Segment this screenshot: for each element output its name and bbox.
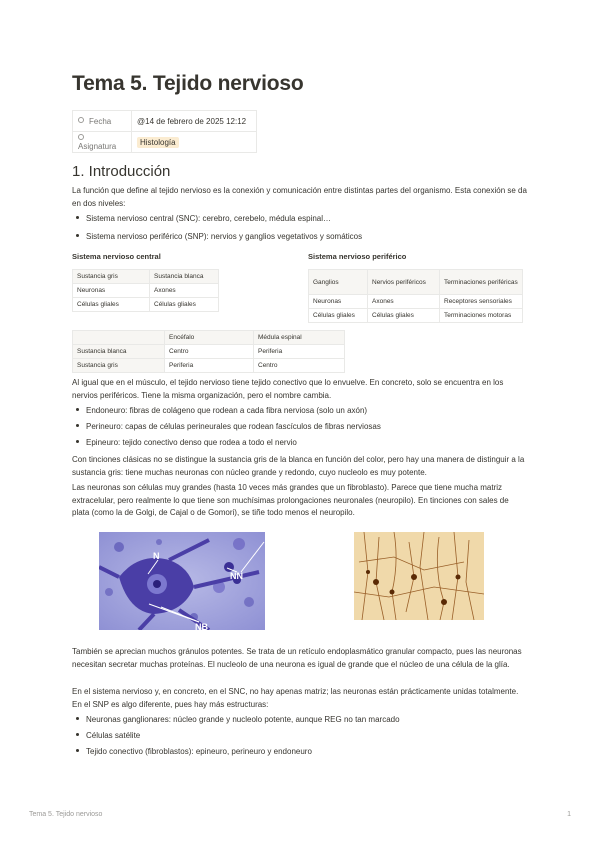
table-cell: Células gliales xyxy=(150,298,219,312)
list-item: Sistema nervioso central (SNC): cerebro, cerebelo, médula espinal… xyxy=(76,213,331,225)
bullet-icon xyxy=(76,408,79,411)
table-cell: Receptores sensoriales xyxy=(440,295,523,309)
intro-paragraph: La función que define al tejido nervioso es la conexión y comunicación entre distintas partes del organismo. Esta conexión se da en dos niveles: xyxy=(72,186,527,208)
table-header-cell: Sustancia blanca xyxy=(150,270,219,284)
table-cell: Centro xyxy=(165,345,254,359)
neuron-micrograph xyxy=(99,532,265,630)
connective-paragraph: Al igual que en el músculo, el tejido nervioso tiene tejido conectivo que lo envuelve. En concreto, solo se encuentra en los nervios periféricos. Tiene la misma organización, pero el nombre cambia. xyxy=(72,378,504,400)
stain-paragraph: Con tinciones clásicas no se distingue la sustancia gris de la blanca en función del color, pero hay una manera de distinguir a la sustancia gris: tiene muchas neuronas con núcleo grande y redondo, cuyo nucleolo es muy potente. xyxy=(72,455,525,477)
property-value: @14 de febrero de 2025 12:12 xyxy=(132,111,257,132)
properties-table xyxy=(72,110,257,153)
bullet-icon xyxy=(76,216,79,219)
table-row xyxy=(309,309,523,323)
table-cell: Periferia xyxy=(165,359,254,373)
list-item: Perineuro: capas de células perineurales que rodean fascículos de fibras nerviosas xyxy=(76,421,381,433)
table-cell: Neuronas xyxy=(309,295,368,309)
list-item: Neuronas ganglionares: núcleo grande y nucleolo potente, aunque REG no tan marcado xyxy=(76,714,400,726)
golgi-micrograph-svg xyxy=(354,532,484,620)
property-key xyxy=(73,132,132,153)
table-cell: Células gliales xyxy=(73,298,150,312)
table-header-cell: Nervios periféricos xyxy=(368,270,440,295)
label-nb: NB xyxy=(195,622,208,630)
property-key-label: Asignatura xyxy=(78,142,117,151)
bullet-icon xyxy=(76,717,79,720)
table-cell: Terminaciones motoras xyxy=(440,309,523,323)
table-cell: Células gliales xyxy=(368,309,440,323)
table-header-cell: Médula espinal xyxy=(254,331,345,345)
table-row xyxy=(73,298,219,312)
bullet-icon xyxy=(76,440,79,443)
granules-paragraph: También se aprecian muchos gránulos potentes. Se trata de un retículo endoplasmático granular compacto, pues las neuronas necesitan secretar muchas proteínas. El nucleolo de una neurona es igual de grande que el núcleo de una célula de la glía. xyxy=(72,647,522,669)
table-row xyxy=(73,359,345,373)
clock-icon xyxy=(78,117,84,123)
table-header-row xyxy=(73,270,219,284)
page-number: 1 xyxy=(567,811,571,818)
brain-table xyxy=(72,330,345,373)
table-header-cell: Terminaciones periféricas xyxy=(440,270,523,295)
table-row xyxy=(309,295,523,309)
table-header-cell: Encéfalo xyxy=(165,331,254,345)
table-cell: Axones xyxy=(150,284,219,298)
snc-table-label: Sistema nervioso central xyxy=(72,252,161,261)
property-row-subject xyxy=(73,132,257,153)
table-row xyxy=(73,345,345,359)
snc-paragraph: En el sistema nervioso y, en concreto, en el SNC, no hay apenas matriz; las neuronas están prácticamente unidas totalmente. En el SNP es algo diferente, pues hay más estructuras: xyxy=(72,687,519,709)
table-header-cell: Sustancia gris xyxy=(73,270,150,284)
table-cell: Periferia xyxy=(254,345,345,359)
label-nn: NN xyxy=(230,571,243,581)
table-header-cell xyxy=(73,331,165,345)
bullet-icon xyxy=(76,234,79,237)
snp-table-label: Sistema nervioso periférico xyxy=(308,252,407,261)
list-item: Endoneuro: fibras de colágeno que rodean a cada fibra nerviosa (solo un axón) xyxy=(76,405,367,417)
table-cell: Axones xyxy=(368,295,440,309)
snc-table xyxy=(72,269,219,312)
list-item: Células satélite xyxy=(76,730,140,742)
footer-title: Tema 5. Tejido nervioso xyxy=(29,811,103,818)
page-title: Tema 5. Tejido nervioso xyxy=(72,72,304,95)
select-icon xyxy=(78,134,84,140)
bullet-icon xyxy=(76,424,79,427)
table-header-cell: Ganglios xyxy=(309,270,368,295)
table-row xyxy=(73,284,219,298)
table-header-row xyxy=(73,331,345,345)
label-n: N xyxy=(153,551,160,561)
subject-tag[interactable]: Histología xyxy=(137,137,179,148)
property-value xyxy=(132,132,257,153)
property-key-label: Fecha xyxy=(89,116,112,126)
property-row-date xyxy=(73,111,257,132)
table-header-row xyxy=(309,270,523,295)
neuron-micrograph-svg xyxy=(99,532,265,630)
list-item: Sistema nervioso periférico (SNP): nervios y ganglios vegetativos y somáticos xyxy=(76,231,362,243)
table-row-header: Sustancia gris xyxy=(73,359,165,373)
bullet-icon xyxy=(76,733,79,736)
snp-table xyxy=(308,269,523,323)
table-cell: Células gliales xyxy=(309,309,368,323)
table-cell: Neuronas xyxy=(73,284,150,298)
neuron-paragraph: Las neuronas son células muy grandes (hasta 10 veces más grandes que un fibroblasto). Parece que tiene mucha matriz extracelular, pero realmente lo que tiene son muchísimas prolongaciones neuronales (neuropilo). En tinciones con sales de plata (como la de Golgi, de Cajal o de Gomori), se tiñe todo menos el neuropilo. xyxy=(72,483,509,517)
table-row-header: Sustancia blanca xyxy=(73,345,165,359)
golgi-micrograph xyxy=(354,532,484,620)
list-item: Epineuro: tejido conectivo denso que rodea a todo el nervio xyxy=(76,437,297,449)
bullet-icon xyxy=(76,749,79,752)
list-item: Tejido conectivo (fibroblastos): epineuro, perineuro y endoneuro xyxy=(76,746,312,758)
property-key xyxy=(73,111,132,132)
table-cell: Centro xyxy=(254,359,345,373)
section-heading: 1. Introducción xyxy=(72,163,171,180)
